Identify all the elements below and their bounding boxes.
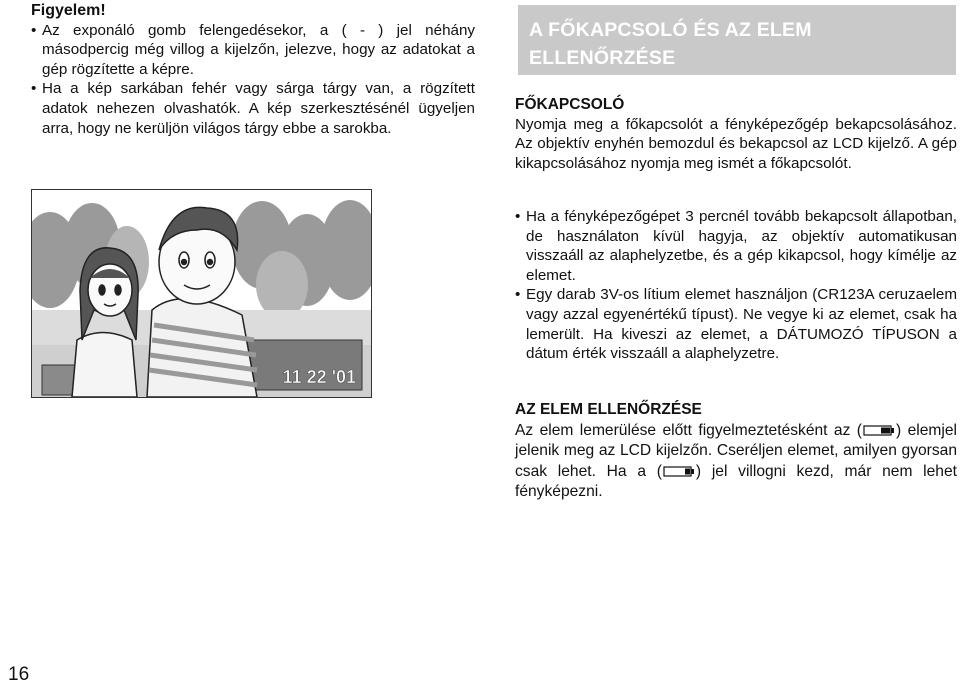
battery-text-part: ) elemjel jelenik meg az LCD kijelzőn. Cseréljen elemet, amilyen gyorsan csak lehet. Ha a ( bbox=[515, 421, 957, 480]
section-title-line: ELLENŐRZÉSE bbox=[529, 47, 676, 69]
battery-low-icon bbox=[863, 425, 895, 436]
page-number: 16 bbox=[8, 664, 30, 685]
warning-title: Figyelem! bbox=[31, 2, 106, 19]
section-banner bbox=[518, 5, 956, 75]
warning-bullet: • Ha a kép sarkában fehér vagy sárga tárgy van, a rögzített adatok nehezen olvashatók. A kép szerkesztésénél ügyeljen arra, hogy ne kerüljön világos tárgy ebbe a sarokba. bbox=[31, 79, 475, 138]
warning-block bbox=[31, 0, 475, 138]
battery-check-block bbox=[515, 400, 957, 503]
battery-text-part: Az elem lemerülése előtt figyelmeztetésként az ( bbox=[515, 421, 862, 439]
note-bullet: • Egy darab 3V-os lítium elemet használjon (CR123A ceruzaelem vagy azzal egyenértékű típust). Ne vegye ki az elemet, csak ha lemerült. Ha kiveszi az elemet, a DÁTUMOZÓ TÍPUSON a dátum érték visszaáll a alaphelyzetre. bbox=[515, 285, 957, 363]
battery-empty-icon bbox=[663, 466, 695, 477]
battery-check-text bbox=[515, 421, 957, 503]
main-switch-list bbox=[515, 207, 957, 364]
note-bullet: • Ha a fényképezőgépet 3 percnél tovább bekapcsolt állapotban, de használaton kívül hagyja, az objektív automatikusan visszaáll az alaphelyzetbe, és a gép kikapcsol, hogy kímélje az elemet. bbox=[515, 207, 957, 285]
main-switch-block bbox=[515, 95, 957, 173]
battery-check-heading: AZ ELEM ELLENŐRZÉSE bbox=[515, 401, 702, 418]
main-switch-text: Nyomja meg a főkapcsolót a fényképezőgép bekapcsolásához. Az objektív enyhén bemozdul és bekapcsol az LCD kijelző. A gép kikapcsolásához nyomja meg ismét a főkapcsolót. bbox=[515, 115, 957, 172]
illustration-photo bbox=[31, 189, 372, 398]
main-switch-heading: FŐKAPCSOLÓ bbox=[515, 96, 625, 113]
section-title-line: A FŐKAPCSOLÓ ÉS AZ ELEM bbox=[529, 19, 812, 41]
warning-list bbox=[31, 21, 475, 139]
section-title bbox=[529, 16, 812, 72]
warning-bullet: • Az exponáló gomb felengedésekor, a ( - ) jel néhány másodpercig még villog a kijelzőn, jelezve, hogy az adatokat a gép rögzítette a képre. bbox=[31, 21, 475, 80]
battery-text-part: ) jel villogni kezd, már nem lehet fényképezni. bbox=[515, 462, 957, 500]
main-switch-notes bbox=[515, 207, 957, 364]
date-stamp: 11 22 '01 bbox=[282, 367, 356, 387]
illustration-drawing bbox=[32, 190, 371, 397]
